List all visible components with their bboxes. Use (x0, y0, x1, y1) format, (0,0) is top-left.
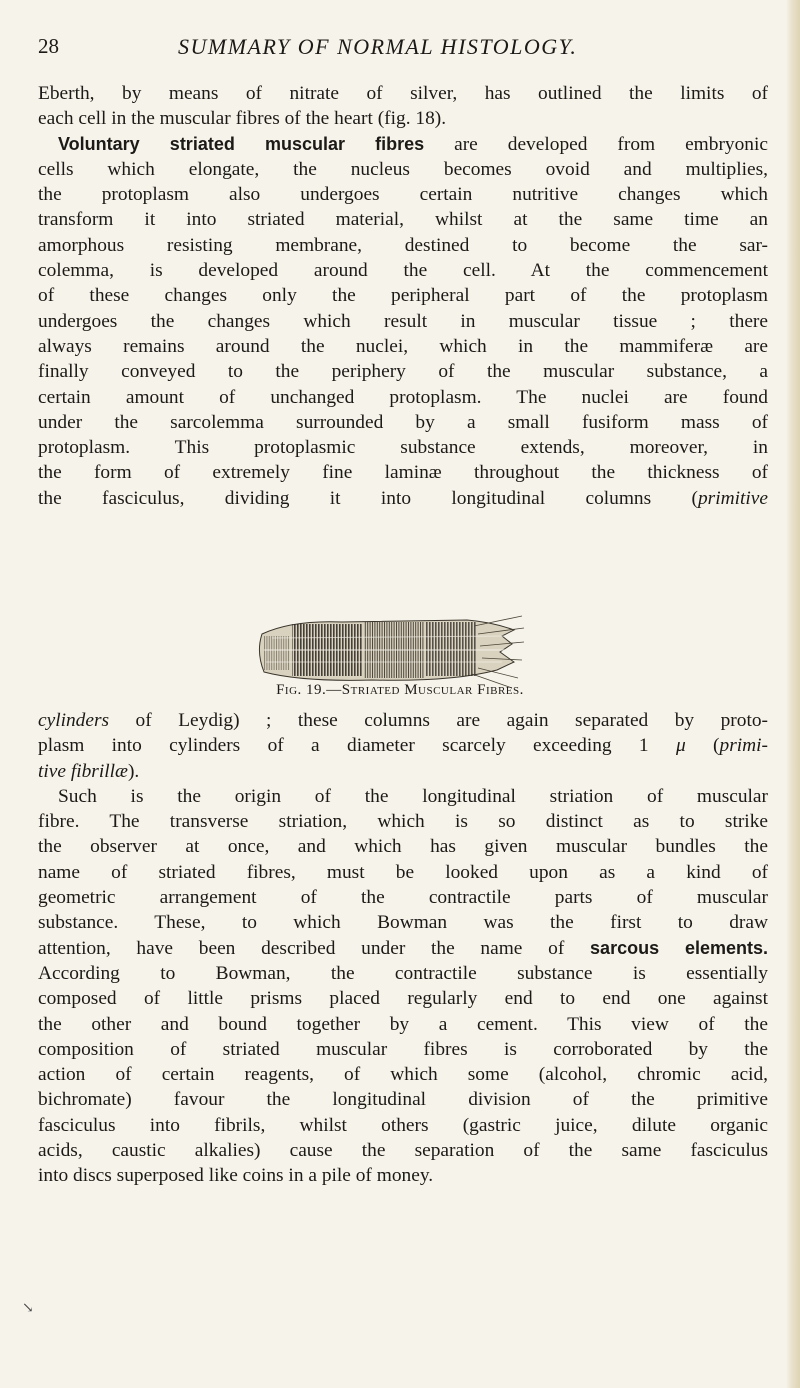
figure-label: Fig. 19. (276, 682, 327, 698)
text-fragment: attention, have been described under the name of (38, 937, 591, 959)
text-fragment: ). (127, 760, 140, 782)
text-line: fibre. The transverse striation, which is so distinct as to strike (38, 811, 768, 833)
figure-caption (0, 682, 800, 699)
text-line: action of certain reagents, of which some (alcohol, chromic acid, (38, 1064, 768, 1086)
text-line: protoplasm. This protoplasmic substance extends, moreover, in (38, 437, 768, 459)
text-fragment: ( (685, 735, 720, 757)
text-line: the protoplasm also undergoes certain nutritive changes which (38, 184, 768, 206)
text-line: of these changes only the peripheral part of the protoplasm (38, 285, 768, 307)
text-line: undergoes the changes which result in muscular tissue ; there (38, 310, 768, 332)
text-line: under the sarcolemma surrounded by a small fusiform mass of (38, 411, 768, 433)
text-line: amorphous resisting membrane, destined to become the sar- (38, 234, 768, 256)
italic-term: cylinders (38, 710, 110, 731)
text-line (38, 733, 768, 758)
figure-title: —Striated Muscular Fibres. (326, 682, 524, 698)
text-line: finally conveyed to the periphery of the muscular substance, a (38, 361, 768, 383)
italic-term: tive fibrillæ (38, 760, 128, 782)
text-line: transform it into striated material, whilst at the same time an (38, 209, 768, 231)
text-line (38, 486, 768, 511)
text-line: composition of striated muscular fibres is corroborated by the (38, 1038, 768, 1060)
text-line (38, 936, 768, 961)
text-line: substance. These, to which Bowman was the first to draw (38, 912, 768, 934)
text-line: each cell in the muscular fibres of the heart (fig. 18). (38, 108, 447, 130)
text-line: fasciculus into fibrils, whilst others (gastric juice, dilute organic (38, 1114, 768, 1136)
text-line (38, 759, 768, 784)
running-title: SUMMARY OF NORMAL HISTOLOGY. (178, 34, 578, 59)
text-line: the observer at once, and which has given muscular bundles the (38, 836, 768, 858)
italic-term: primitive (697, 487, 768, 509)
bold-term: sarcous elements. (590, 937, 769, 958)
text-line: acids, caustic alkalies) cause the separation of the same fasciculus (38, 1140, 768, 1162)
text-fragment: plasm into cylinders of a diameter scarcely exceeding 1 (38, 735, 676, 757)
text-line: the form of extremely fine laminæ throughout the thickness of (38, 462, 768, 484)
text-line: always remains around the nuclei, which in the mammiferæ are (38, 335, 768, 357)
text-block-upper (38, 81, 768, 511)
text-line: colemma, is developed around the cell. At the commencement (38, 260, 768, 282)
text-fragment: the fasciculus, dividing it into longitudinal columns ( (38, 487, 698, 509)
page-number: 28 (38, 34, 59, 58)
text-line: certain amount of unchanged protoplasm. The nuclei are found (38, 386, 768, 408)
text-line: the other and bound together by a cement. This view of the (38, 1013, 768, 1035)
text-line: geometric arrangement of the contractile parts of muscular (38, 887, 768, 909)
text-line: name of striated fibres, must be looked upon as a kind of (38, 861, 768, 883)
text-line: composed of little prisms placed regularly end to end one against (38, 988, 768, 1010)
text-line: Such is the origin of the longitudinal striation of muscular (58, 785, 768, 807)
text-line: Eberth, by means of nitrate of silver, has outlined the limits of (38, 83, 768, 104)
bold-term: Voluntary striated muscular fibres (58, 133, 425, 154)
text-fragment: of Leydig) ; these columns are again separated by proto- (109, 710, 768, 731)
page-header (38, 34, 738, 64)
italic-term: primi- (719, 735, 768, 757)
text-line (38, 132, 768, 157)
text-fragment: are developed from embryonic (424, 133, 768, 155)
text-line: into discs superposed like coins in a pile of money. (38, 1165, 434, 1187)
text-line: According to Bowman, the contractile substance is essentially (38, 962, 768, 984)
text-line (38, 708, 768, 733)
text-block-lower (38, 708, 768, 1189)
text-line: cells which elongate, the nucleus becomes ovoid and multiplies, (38, 158, 768, 180)
mu-symbol: μ (675, 735, 686, 757)
margin-mark: ↘ (22, 1301, 34, 1316)
text-line: bichromate) favour the longitudinal division of the primitive (38, 1089, 768, 1111)
striated-fibres-illustration (252, 612, 532, 692)
fibre-bundle (259, 616, 524, 688)
